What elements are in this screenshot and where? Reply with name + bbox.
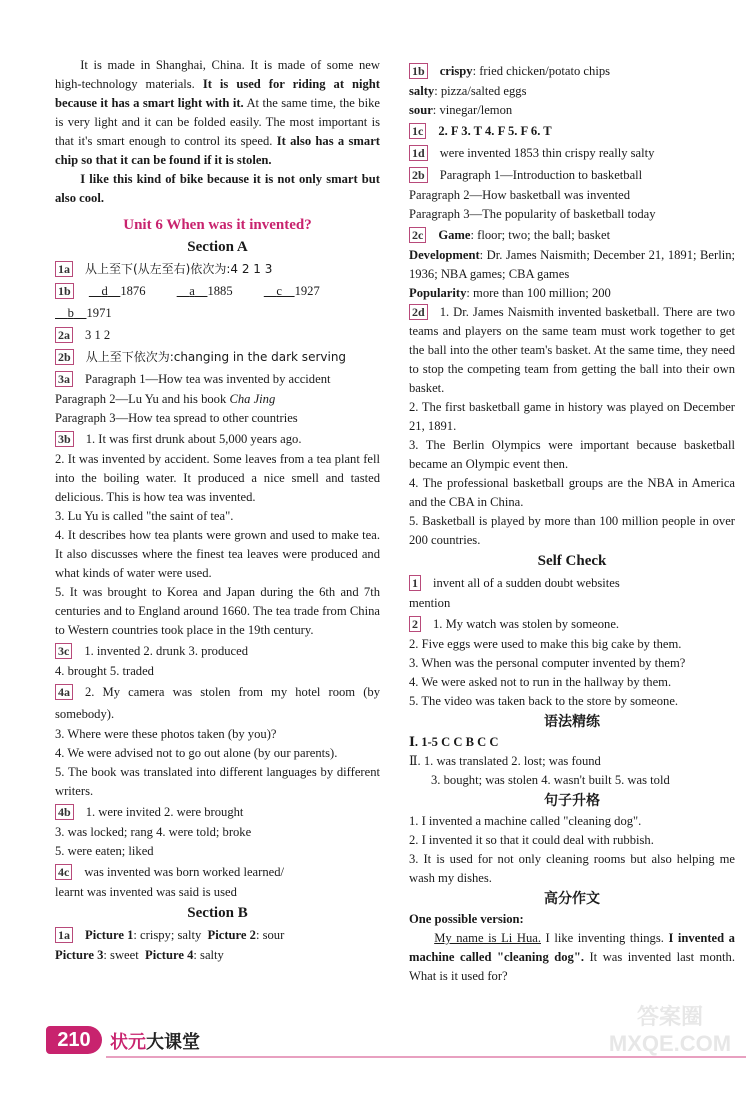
answer-2d-4: 4. The professional basketball groups are the NBA in America and the CBA in China. [409,476,735,509]
intro-bold: It is used for riding at night because it has a smart light with it. [55,77,381,110]
answer-4a: 4a 2. My camera was stolen from my hotel room (by somebody). [55,685,380,721]
answer-3a-p3: Paragraph 3—How tea spread to other countries [55,411,298,425]
answer-3b-5: 5. It was brought to Korea and Japan during the 6th and 7th centuries and to England around 1660. The tea trade from China to Western countries took place in the 19th century. [55,585,380,637]
intro-text: It is made in Shanghai, China. It is made of some new high-technology materials. [55,58,380,91]
answer-2d: 2d 1. Dr. James Naismith invented basketball. There are two teams and players on the same team must work together to get the ball into the other team's basket. At the same time, they need to stop the competing team from getting the ball into their own basket. [409,305,735,395]
tag-r-2b: 2b [409,167,428,183]
answer-1d: 1d were invented 1853 thin crispy really salty [409,142,735,164]
self-check-title: Self Check [537,553,607,569]
answer-3b-2: 2. It was invented by accident. Some leaves from a tea plant fell into the boiling water. It produced a nice smell and tasted delicious. This is how tea was invented. [55,452,380,504]
answer-text: 从上至下(从左至右)依次为:4 2 1 3 [85,262,273,276]
tag-1b: 1b [55,283,74,299]
answer-salty: salty: pizza/salted eggs [409,84,527,98]
tag-4b: 4b [55,804,74,820]
essay-title: 高分作文 [544,891,600,907]
tag-sc2: 2 [409,616,421,632]
answer-b-1a-2: Picture 3: sweet Picture 4: salty [55,948,224,962]
section-a-title: Section A [187,239,248,255]
tag-2b: 2b [55,349,74,365]
answer-2a: 2a 3 1 2 [55,324,380,346]
tag-r-1b: 1b [409,63,428,79]
answer-sc1-2: mention [409,596,451,610]
answer-3a: 3a Paragraph 1—How tea was invented by accident [55,368,380,390]
answer-2b: 2b 从上至下依次为:changing in the dark serving [55,346,380,368]
tag-3c: 3c [55,643,72,659]
grammar-2: Ⅱ. 1. was translated 2. lost; was found [409,754,601,768]
answer-r-2b-p2: Paragraph 2—How basketball was invented [409,188,631,202]
answer-3b: 3b 1. It was first drunk about 5,000 years ago. [55,428,380,450]
answer-sc2-2: 2. Five eggs were used to make this big cake by them. [409,637,682,651]
tag-2c: 2c [409,227,426,243]
tag-4c: 4c [55,864,72,880]
answer-2c-pop: Popularity: more than 100 million; 200 [409,286,611,300]
sentence-title: 句子升格 [544,793,600,809]
brand-logo: 状元大课堂 [110,1032,200,1053]
answer-1b: 1b d 1876 a 1885 c 1927 [55,280,380,302]
blank-4: b [67,306,74,320]
answer-1a [55,258,380,280]
tag-b-1a: 1a [55,927,73,943]
tag-3a: 3a [55,371,73,387]
essay-body: My name is Li Hua. I like inventing things. I invented a machine called "cleaning dog". It was invented last month. What is it used for? [409,931,735,983]
answer-r-2b-p3: Paragraph 3—The popularity of basketball today [409,207,656,221]
intro-paragraph-1 [55,56,380,170]
intro-paragraph-2: I like this kind of bike because it is not only smart but also cool. [55,172,380,205]
answer-3c: 3c 1. invented 2. drunk 3. produced [55,640,380,662]
left-column [55,56,380,965]
answer-3b-3: 3. Lu Yu is called "the saint of tea". [55,509,234,523]
page-number: 210 [46,1026,102,1054]
answer-3c-2: 4. brought 5. traded [55,664,154,678]
answer-r-2b: 2b Paragraph 1—Introduction to basketball [409,164,735,186]
sentence-1: 1. I invented a machine called "cleaning dog". [409,814,642,828]
answer-3a-p2: Paragraph 2—Lu Yu and his book Cha Jing [55,392,276,406]
tag-1a: 1a [55,261,73,277]
answer-sc2-5: 5. The video was taken back to the store by someone. [409,694,679,708]
answer-3b-4: 4. It describes how tea plants were grown and used to make tea. It also discusses where the finest tea leaves were produced and what kinds of water were used. [55,528,380,580]
blank-1: d [101,284,108,298]
answer-2d-3: 3. The Berlin Olympics were important because basketball became an Olympic event then. [409,438,735,471]
answer-1b-cont: b 1971 [55,302,380,324]
answer-2d-5: 5. Basketball is played by more than 100 million people in over 200 countries. [409,514,735,547]
tag-1d: 1d [409,145,428,161]
intro-bold-2: It also has a smart chip so that it can be found if it is stolen. [55,134,381,167]
tag-1c: 1c [409,123,426,139]
answer-sc2: 2 1. My watch was stolen by someone. [409,613,735,635]
tag-2a: 2a [55,327,73,343]
grammar-2b: 3. bought; was stolen 4. wasn't built 5. was told [431,773,670,787]
answer-2d-2: 2. The first basketball game in history was played on December 21, 1891. [409,400,735,433]
sentence-3: 3. It is used for not only cleaning rooms but also helping me wash my dishes. [409,852,735,885]
answer-4b-2: 3. was locked; rang 4. were told; broke [55,825,252,839]
answer-sour: sour: vinegar/lemon [409,103,513,117]
grammar-1: Ⅰ. 1-5 C C B C C [409,735,499,749]
answer-2c-dev: Development: Dr. James Naismith; December 21, 1891; Berlin; 1936; NBA games; CBA games [409,248,735,281]
right-column [409,60,735,986]
blank-2: a [189,284,195,298]
intro-text-2: At the same time, the bike is very light and it can be folded easily. The most important is that it's smart enough to control its speed. [55,96,380,148]
answer-sc1: 1 invent all of a sudden doubt websites [409,572,735,594]
answer-4a-5: 5. The book was translated into different languages by different writers. [55,765,380,798]
essay-label: One possible version: [409,912,524,926]
blank-3: c [276,284,282,298]
grammar-title: 语法精练 [544,714,600,730]
tag-2d: 2d [409,304,428,320]
unit-title: Unit 6 When was it invented? [123,217,312,233]
answer-4a-4: 4. We were advised not to go out alone (by our parents). [55,746,338,760]
tag-3b: 3b [55,431,74,447]
answer-sc2-4: 4. We were asked not to run in the hallway by them. [409,675,672,689]
answer-4c-2: learnt was invented was said is used [55,885,237,899]
answer-r-1b: 1b crispy: fried chicken/potato chips [409,60,735,82]
sentence-2: 2. I invented it so that it could deal with rubbish. [409,833,654,847]
answer-4a-3: 3. Where were these photos taken (by you)? [55,727,277,741]
answer-b-1a: 1a Picture 1: crispy; salty Picture 2: sour [55,924,380,946]
watermark: 答案圈 MXQE.COM [608,1004,732,1056]
answer-4b: 4b 1. were invited 2. were brought [55,801,380,823]
answer-4b-3: 5. were eaten; liked [55,844,154,858]
tag-4a: 4a [55,684,73,700]
tag-sc1: 1 [409,575,421,591]
section-b-title: Section B [187,905,248,921]
answer-sc2-3: 3. When was the personal computer invented by them? [409,656,686,670]
answer-1c: 1c 2. F 3. T 4. F 5. F 6. T [409,120,735,142]
answer-2c: 2c Game: floor; two; the ball; basket [409,224,735,246]
answer-4c: 4c was invented was born worked learned/ [55,861,380,883]
